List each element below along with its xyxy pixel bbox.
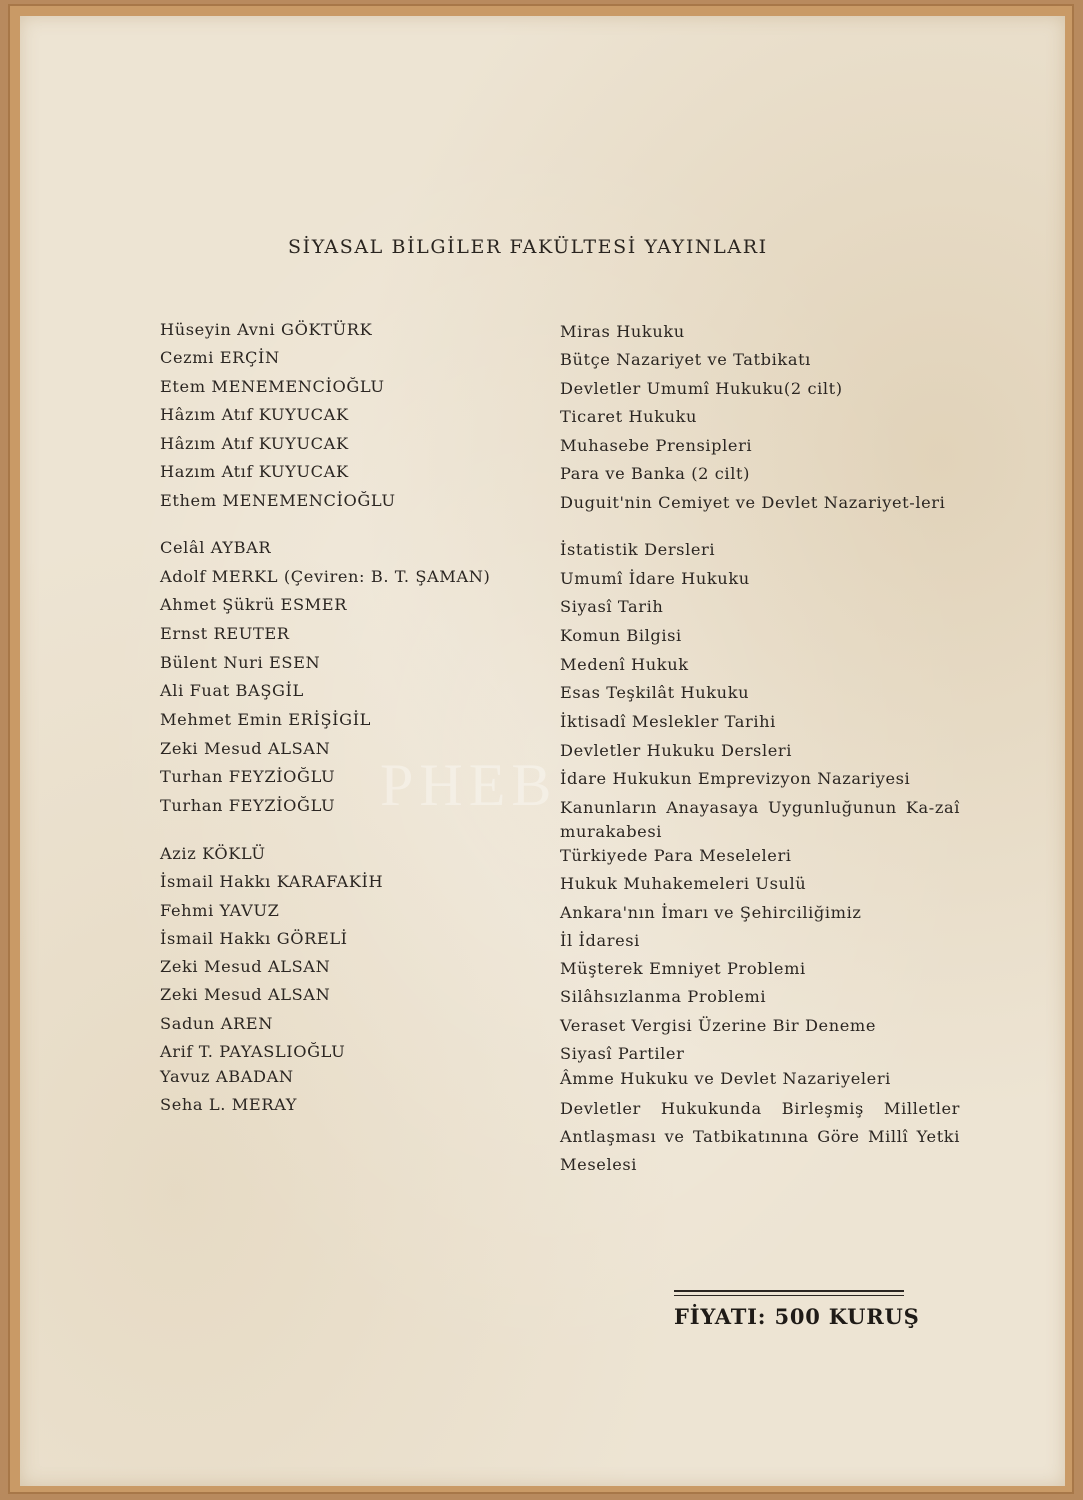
book-title: Türkiyede Para Meseleleri xyxy=(560,846,792,865)
book-title: Devletler Hukukunda Birleşmiş Milletler Antlaşması ve Tatbikatınına Göre Millî Yetki Meselesi xyxy=(560,1099,960,1174)
book-title: Veraset Vergisi Üzerine Bir Deneme xyxy=(560,1016,877,1035)
author-name: İsmail Hakkı KARAFAKİH xyxy=(160,872,384,891)
author-name: Mehmet Emin ERİŞİGİL xyxy=(160,710,372,729)
price-label: FİYATI: 500 KURUŞ xyxy=(674,1304,920,1329)
author-name: Zeki Mesud ALSAN xyxy=(160,985,331,1004)
author-name: Cezmi ERÇİN xyxy=(160,348,280,367)
book-title: Umumî İdare Hukuku xyxy=(560,569,750,588)
author-name: Aziz KÖKLÜ xyxy=(160,844,266,863)
author-name: Sadun AREN xyxy=(160,1014,273,1033)
book-title: Esas Teşkilât Hukuku xyxy=(560,683,750,702)
book-title: İdare Hukukun Emprevizyon Nazariyesi xyxy=(560,769,911,788)
book-title: Devletler Hukuku Dersleri xyxy=(560,741,793,760)
book-title: Miras Hukuku xyxy=(560,322,685,341)
author-name: Hâzım Atıf KUYUCAK xyxy=(160,434,349,453)
book-title: Ticaret Hukuku xyxy=(560,407,698,426)
price-box xyxy=(674,1290,920,1329)
author-name: Zeki Mesud ALSAN xyxy=(160,957,331,976)
price-rule-top xyxy=(674,1290,904,1292)
book-title: Âmme Hukuku ve Devlet Nazariyeleri xyxy=(560,1069,891,1088)
book-title: Muhasebe Prensipleri xyxy=(560,436,753,455)
author-name: Etem MENEMENCİOĞLU xyxy=(160,377,385,396)
book-title: Duguit'nin Cemiyet ve Devlet Nazariyet-leri xyxy=(560,493,946,512)
author-name: Hüseyin Avni GÖKTÜRK xyxy=(160,320,373,339)
author-name: Celâl AYBAR xyxy=(160,538,272,557)
author-name: İsmail Hakkı GÖRELİ xyxy=(160,929,348,948)
page-title: SİYASAL BİLGİLER FAKÜLTESİ YAYINLARI xyxy=(288,236,768,258)
author-name: Ernst REUTER xyxy=(160,624,290,643)
author-name: Ahmet Şükrü ESMER xyxy=(160,595,348,614)
book-title: İktisadî Meslekler Tarihi xyxy=(560,712,776,731)
book-title: Müşterek Emniyet Problemi xyxy=(560,959,806,978)
author-name: Hazım Atıf KUYUCAK xyxy=(160,462,349,481)
book-title: Devletler Umumî Hukuku(2 cilt) xyxy=(560,379,843,398)
author-name: Turhan FEYZİOĞLU xyxy=(160,796,336,815)
author-name: Seha L. MERAY xyxy=(160,1095,298,1114)
book-title: Komun Bilgisi xyxy=(560,626,682,645)
book-title: Ankara'nın İmarı ve Şehirciliğimiz xyxy=(560,903,862,922)
price-rule-bottom xyxy=(674,1295,904,1296)
author-name: Adolf MERKL (Çeviren: B. T. ŞAMAN) xyxy=(160,567,491,586)
author-name: Ali Fuat BAŞGİL xyxy=(160,681,304,700)
book-title: Medenî Hukuk xyxy=(560,655,689,674)
book-title: Siyasî Partiler xyxy=(560,1044,685,1063)
book-title: Hukuk Muhakemeleri Usulü xyxy=(560,874,807,893)
book-title: Siyasî Tarih xyxy=(560,597,664,616)
author-name: Turhan FEYZİOĞLU xyxy=(160,767,336,786)
book-title: Silâhsızlanma Problemi xyxy=(560,987,767,1006)
book-title: Para ve Banka (2 cilt) xyxy=(560,464,750,483)
author-name: Bülent Nuri ESEN xyxy=(160,653,321,672)
author-name: Arif T. PAYASLIOĞLU xyxy=(160,1042,346,1061)
book-title: İstatistik Dersleri xyxy=(560,540,716,559)
author-name: Ethem MENEMENCİOĞLU xyxy=(160,491,396,510)
author-name: Zeki Mesud ALSAN xyxy=(160,739,331,758)
author-name: Hâzım Atıf KUYUCAK xyxy=(160,405,349,424)
book-title: İl İdaresi xyxy=(560,931,640,950)
watermark: PHEB xyxy=(380,752,558,818)
book-title: Kanunların Anayasaya Uygunluğunun Ka-zaî murakabesi xyxy=(560,798,960,841)
author-name: Yavuz ABADAN xyxy=(160,1067,294,1086)
author-name: Fehmi YAVUZ xyxy=(160,901,280,920)
book-title: Bütçe Nazariyet ve Tatbikatı xyxy=(560,350,811,369)
